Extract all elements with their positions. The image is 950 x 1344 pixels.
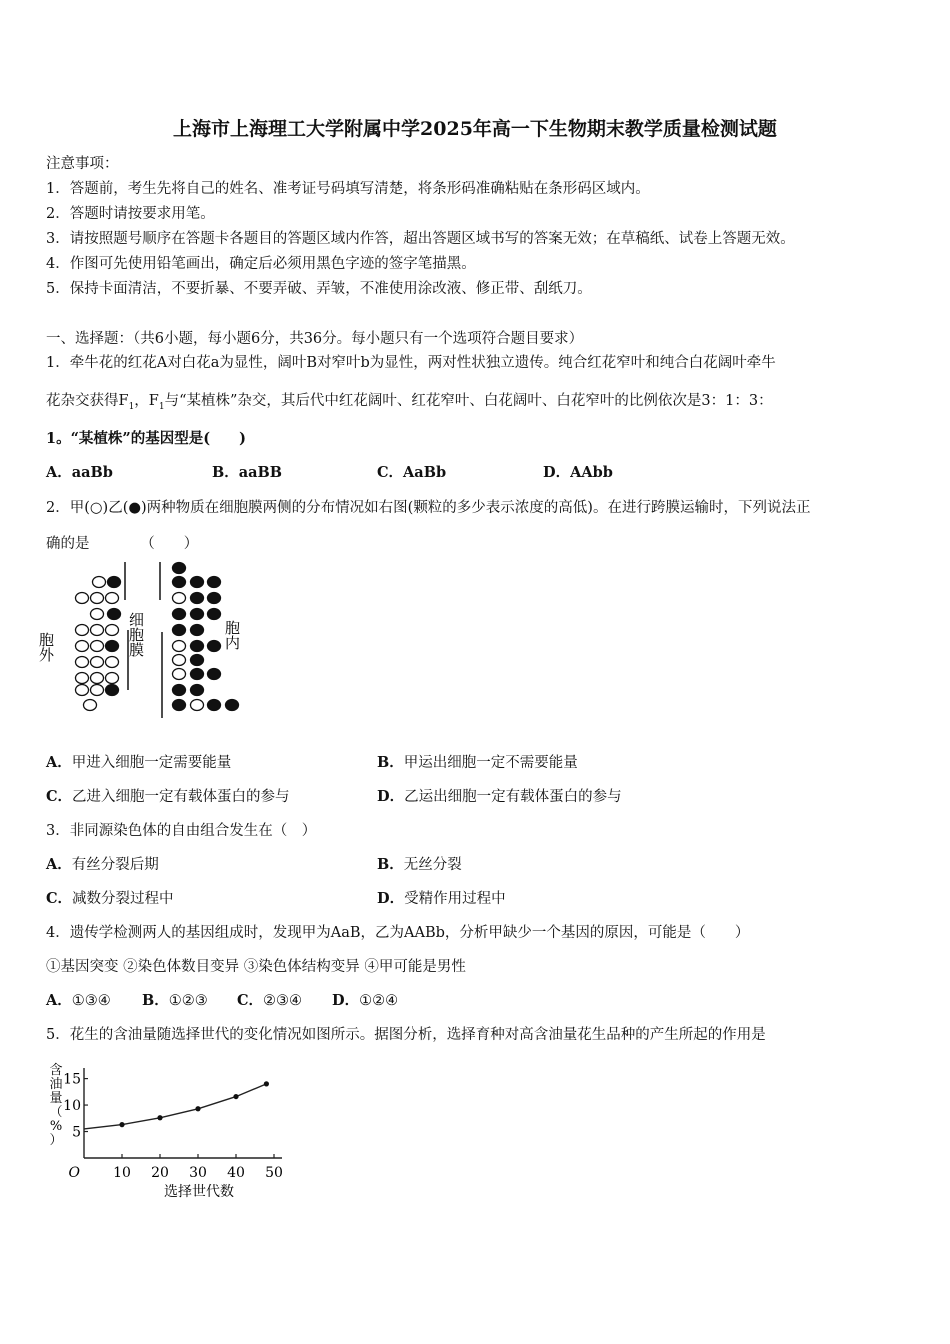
notice-item: 3．请按照题号顺序在答题卡各题目的答题区域内作答，超出答题区域书写的答案无效；在草稿纸、试卷上答题无效。 — [46, 231, 795, 247]
particle-yi-filled — [191, 593, 204, 604]
y-axis-label-char: ） — [49, 1133, 63, 1148]
outside-particles — [76, 577, 121, 711]
q3-option-d[interactable]: D．受精作用过程中 — [377, 890, 506, 907]
particle-jia-open — [76, 657, 89, 668]
q3-option-c[interactable]: C．减数分裂过程中 — [46, 890, 174, 907]
particle-yi-filled — [226, 700, 239, 711]
particle-yi-filled — [173, 685, 186, 696]
membrane-label: 细胞膜 — [127, 612, 145, 657]
particle-yi-filled — [108, 609, 121, 620]
q3-stem: 3．非同源染色体的自由组合发生在（ ） — [46, 823, 317, 839]
particle-jia-open — [91, 673, 104, 684]
particle-yi-filled — [191, 625, 204, 636]
notice-heading: 注意事项： — [46, 156, 119, 172]
q2-option-d[interactable]: D．乙运出细胞一定有载体蛋白的参与 — [377, 788, 622, 805]
q2-option-b[interactable]: B．甲运出细胞一定不需要能量 — [377, 754, 578, 771]
q2-option-c[interactable]: C．乙进入细胞一定有载体蛋白的参与 — [46, 788, 290, 805]
q2-option-a[interactable]: A．甲进入细胞一定需要能量 — [46, 754, 232, 771]
q1-option-d[interactable]: D．AAbb — [543, 464, 613, 481]
data-point — [119, 1122, 124, 1127]
y-axis-label-char: 含 — [49, 1063, 63, 1078]
inside-label: 胞内 — [223, 620, 241, 650]
particle-yi-filled — [173, 625, 186, 636]
q4-option-b[interactable]: B．①②③ — [142, 992, 208, 1009]
q3-option-b[interactable]: B．无丝分裂 — [377, 856, 462, 873]
y-tick-label: 10 — [63, 1098, 81, 1115]
section-heading: 一、选择题：（共6小题，每小题6分，共36分。每小题只有一个选项符合题目要求） — [46, 331, 584, 347]
particle-jia-open — [91, 609, 104, 620]
q3-option-a[interactable]: A．有丝分裂后期 — [46, 856, 159, 873]
particle-jia-open — [76, 641, 89, 652]
particle-jia-open — [173, 593, 186, 604]
q1-option-a[interactable]: A．aaBb — [46, 464, 113, 481]
particle-yi-filled — [208, 641, 221, 652]
particle-jia-open — [106, 657, 119, 668]
q2-stem-line1: 2．甲(○)乙(●)两种物质在细胞膜两侧的分布情况如右图(颗粒的多少表示浓度的高低)。在进行跨膜运输时，下列说法正 — [46, 500, 811, 516]
particle-yi-filled — [191, 685, 204, 696]
particle-jia-open — [91, 625, 104, 636]
x-axis-label: 选择世代数 — [164, 1184, 234, 1200]
q4-option-d[interactable]: D．①②④ — [332, 992, 399, 1009]
particle-yi-filled — [208, 609, 221, 620]
particle-jia-open — [76, 625, 89, 636]
particle-yi-filled — [208, 577, 221, 588]
q1-option-c[interactable]: C．AaBb — [377, 464, 447, 481]
y-tick-label: 15 — [63, 1071, 81, 1088]
particle-jia-open — [76, 685, 89, 696]
y-axis-label — [49, 1063, 62, 1148]
page-title: 上海市上海理工大学附属中学2025年高一下生物期末教学质量检测试题 — [173, 118, 777, 140]
particle-jia-open — [93, 577, 106, 588]
x-tick-label: 30 — [189, 1165, 207, 1181]
particle-jia-open — [173, 655, 186, 666]
x-tick-label: 50 — [265, 1165, 283, 1181]
particle-yi-filled — [208, 669, 221, 680]
notice-item: 1．答题前，考生先将自己的姓名、准考证号码填写清楚，将条形码准确粘贴在条形码区域内。 — [46, 181, 650, 197]
q4-option-c[interactable]: C．②③④ — [237, 992, 303, 1009]
q4-option-a[interactable]: A．①③④ — [46, 992, 111, 1009]
particle-yi-filled — [173, 700, 186, 711]
x-tick-label: 40 — [227, 1165, 245, 1181]
particle-yi-filled — [173, 563, 186, 574]
particle-jia-open — [91, 685, 104, 696]
particle-jia-open — [173, 669, 186, 680]
particle-jia-open — [84, 700, 97, 711]
particle-jia-open — [76, 593, 89, 604]
notice-item: 5．保持卡面清洁，不要折暴、不要弄破、弄皱，不准使用涂改液、修正带、刮纸刀。 — [46, 281, 592, 297]
q1-stem-line3: 1。“某植株”的基因型是( ) — [46, 430, 246, 447]
particle-jia-open — [91, 593, 104, 604]
y-axis-label-char: （ — [49, 1105, 63, 1120]
data-point — [264, 1081, 269, 1086]
y-axis-label-char: % — [49, 1119, 63, 1134]
data-point — [157, 1115, 162, 1120]
particle-yi-filled — [191, 655, 204, 666]
particle-yi-filled — [173, 609, 186, 620]
particle-yi-filled — [191, 577, 204, 588]
x-tick-label: 20 — [151, 1165, 169, 1181]
data-point — [195, 1106, 200, 1111]
particle-jia-open — [106, 593, 119, 604]
particle-yi-filled — [108, 577, 121, 588]
q5-stem: 5．花生的含油量随选择世代的变化情况如图所示。据图分析，选择育种对高含油量花生品种的产生所起的作用是 — [46, 1027, 766, 1043]
y-axis-label-char: 量 — [49, 1091, 63, 1106]
particle-yi-filled — [106, 641, 119, 652]
q1-option-b[interactable]: B．aaBB — [212, 464, 283, 481]
notice-item: 4．作图可先使用铅笔画出，确定后必须用黑色字迹的签字笔描黑。 — [46, 256, 476, 272]
particle-yi-filled — [106, 685, 119, 696]
membrane-diagram — [37, 560, 257, 720]
particle-yi-filled — [173, 577, 186, 588]
q4-stem-line2: ①基因突变 ②染色体数目变异 ③染色体结构变异 ④甲可能是男性 — [46, 959, 466, 975]
particle-jia-open — [191, 700, 204, 711]
particle-jia-open — [106, 673, 119, 684]
particle-jia-open — [76, 673, 89, 684]
outside-label: 胞外 — [37, 632, 55, 662]
oil-content-chart — [42, 1060, 302, 1205]
particle-yi-filled — [191, 641, 204, 652]
y-tick-label: 5 — [72, 1124, 81, 1141]
q4-stem-line1: 4．遗传学检测两人的基因组成时，发现甲为AaB，乙为AABb，分析甲缺少一个基因的原因，可能是（ ） — [46, 925, 750, 941]
particle-jia-open — [91, 641, 104, 652]
particle-jia-open — [91, 657, 104, 668]
series-line — [84, 1084, 266, 1129]
particle-yi-filled — [191, 669, 204, 680]
origin-label: O — [68, 1165, 80, 1181]
particle-yi-filled — [208, 593, 221, 604]
particle-yi-filled — [208, 700, 221, 711]
particle-jia-open — [106, 625, 119, 636]
particle-yi-filled — [191, 609, 204, 620]
q1-stem-line1: 1．牵牛花的红花A对白花a为显性，阔叶B对窄叶b为显性，两对性状独立遗传。纯合红花窄叶和纯合白花阔叶牵牛 — [46, 355, 776, 371]
q1-stem-line2: 花杂交获得$F_1$，$F_1$与“某植株”杂交，其后代中红花阔叶、红花窄叶、白花阔叶、白花窄叶的比例依次是3：1：3： — [46, 393, 773, 412]
q2-stem-line2: 确的是 （ ） — [46, 536, 199, 552]
particle-jia-open — [173, 641, 186, 652]
notice-item: 2．答题时请按要求用笔。 — [46, 206, 215, 222]
x-tick-label: 10 — [113, 1165, 131, 1181]
data-point — [233, 1094, 238, 1099]
y-axis-label-char: 油 — [49, 1077, 63, 1092]
